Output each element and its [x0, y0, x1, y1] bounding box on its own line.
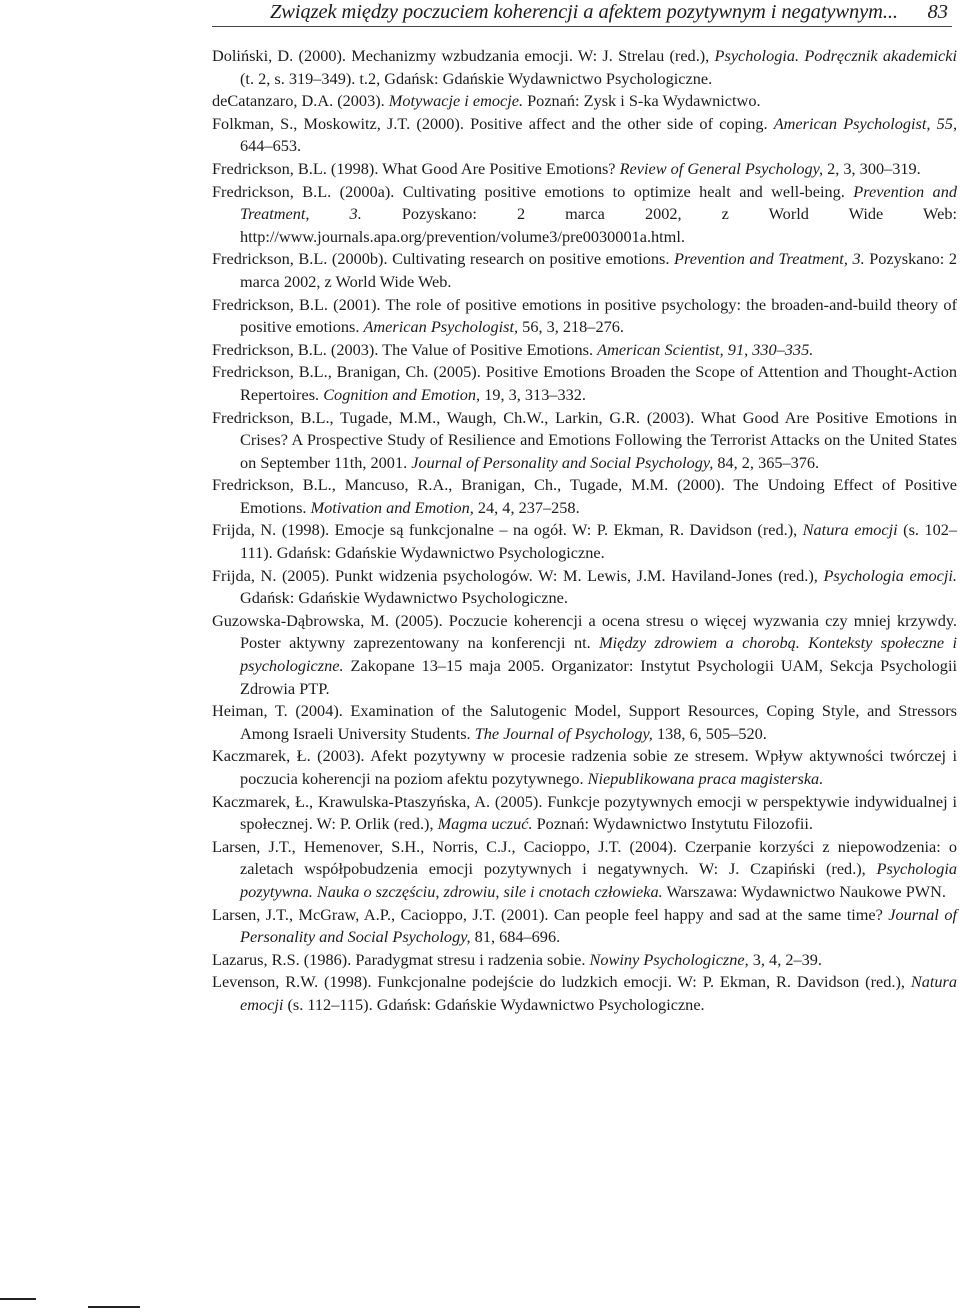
reference-italic-title: Psychologia emocji. [823, 565, 957, 585]
reference-italic-title: Natura emocji [802, 520, 898, 540]
reference-entry [212, 565, 957, 610]
running-header-title: Związek między poczuciem koherencji a afektem pozytywnym i negatywnym... [270, 1, 898, 23]
reference-text: deCatanzaro, D.A. (2003). [212, 91, 389, 111]
reference-text: Fredrickson, B.L., Tugade, M.M., Waugh, Ch.W., Larkin, G.R. (2003). What Good Are Positive Emotions in Crises? A Prospective Study of Resilience and Emotions Following the Terrorist Attacks on the United States on September 11th, 2001. [212, 407, 957, 472]
reference-text: Fredrickson, B.L. (2001). The role of positive emotions in positive psychology: the broaden-and-build theory of positive emotions. [212, 294, 957, 337]
reference-text: Frijda, N. (2005). Punkt widzenia psychologów. W: M. Lewis, J.M. Haviland-Jones (red.), [212, 565, 824, 585]
reference-text: Pozyskano: 2 marca 2002, z World Wide Web. [240, 249, 958, 291]
reference-entry [212, 294, 957, 339]
header-rule [212, 26, 952, 27]
reference-text: Doliński, D. (2000). Mechanizmy wzbudzania emocji. W: J. Strelau (red.), [212, 46, 715, 65]
reference-entry [212, 474, 957, 519]
reference-text: 138, 6, 505–520. [652, 723, 767, 743]
reference-text: Larsen, J.T., McGraw, A.P., Cacioppo, J.T. (2001). Can people feel happy and sad at the same time? [212, 904, 889, 924]
reference-text: (s. 102–111). Gdańsk: Gdańskie Wydawnictwo Psychologiczne. [240, 520, 958, 563]
reference-entry [212, 158, 957, 181]
reference-italic-title: Motivation and Emotion, [310, 497, 474, 517]
reference-italic-title: Nowiny Psychologiczne, [589, 949, 749, 969]
reference-text: 84, 2, 365–376. [713, 452, 820, 472]
reference-text: 24, 4, 237–258. [473, 497, 580, 517]
reference-entry [212, 407, 957, 475]
page-number: 83 [927, 1, 948, 23]
reference-text: Poznań: Zysk i S-ka Wydawnictwo. [523, 91, 761, 111]
reference-text: Fredrickson, B.L. (2003). The Value of Positive Emotions. [212, 339, 598, 359]
reference-text: Fredrickson, B.L., Mancuso, R.A., Branigan, Ch., Tugade, M.M. (2000). The Undoing Effect of Positive Emotions. [212, 475, 957, 517]
reference-italic-title: Natura emocji [240, 972, 957, 1014]
reference-italic-title: Review of General Psychology, [619, 158, 824, 178]
reference-text: Heiman, T. (2004). Examination of the Salutogenic Model, Support Resources, Coping Style, and Stressors Among Israeli University Students. [212, 701, 957, 743]
reference-text: Fredrickson, B.L. (1998). What Good Are Positive Emotions? [212, 158, 620, 178]
reference-text: Frijda, N. (1998). Emocje są funkcjonalne – na ogół. W: P. Ekman, R. Davidson (red.), [212, 520, 803, 540]
reference-italic-title: Między zdrowiem a chorobą. Konteksty społeczne i psychologiczne. [240, 633, 957, 676]
reference-text: Zakopane 13–15 maja 2005. Organizator: Instytut Psychologii UAM, Sekcja Psychologii Zdrowia PTP. [240, 656, 957, 698]
reference-text: Gdańsk: Gdańskie Wydawnictwo Psychologiczne. [240, 588, 568, 608]
reference-italic-title: The Journal of Psychology, [474, 723, 653, 743]
reference-entry [212, 248, 957, 293]
reference-entry [212, 836, 957, 904]
reference-entry [212, 339, 957, 362]
footer-mark [0, 1298, 36, 1300]
reference-entry [212, 610, 957, 700]
reference-italic-title: American Scientist, 91, 330–335. [597, 339, 814, 359]
reference-italic-title: Psychologia pozytywna. Nauka o szczęściu, zdrowiu, sile i cnotach człowieka. [240, 859, 957, 901]
reference-text: Fredrickson, B.L. (2000a). Cultivating positive emotions to optimize healt and well-being. [212, 181, 854, 201]
reference-italic-title: American Psychologist, 55, [773, 113, 958, 133]
footer-mark [88, 1306, 140, 1308]
reference-entry [212, 181, 957, 249]
reference-italic-title: Magma uczuć. [437, 814, 533, 834]
reference-text: Kaczmarek, Ł. (2003). Afekt pozytywny w procesie radzenia sobie ze stresem. Wpływ aktywności twórczej i poczucia koherencji na poziom afektu pozytywnego. [212, 746, 957, 788]
reference-italic-title: Journal of Personality and Social Psychology, [411, 452, 714, 472]
reference-text: 19, 3, 313–332. [480, 384, 586, 404]
reference-italic-title: Prevention and Treatment, 3. [240, 181, 957, 224]
reference-entry [212, 971, 957, 1016]
reference-entry [212, 700, 957, 745]
reference-text: Fredrickson, B.L., Branigan, Ch. (2005). Positive Emotions Broaden the Scope of Attention and Thought-Action Repertoires. [212, 362, 957, 404]
reference-italic-title: Prevention and Treatment, 3. [674, 249, 865, 269]
reference-entry [212, 361, 957, 406]
reference-text: Levenson, R.W. (1998). Funkcjonalne podejście do ludzkich emocji. W: P. Ekman, R. Davidson (red.), [212, 972, 911, 992]
reference-text: Poznań: Wydawnictwo Instytutu Filozofii. [532, 814, 813, 834]
reference-text: Fredrickson, B.L. (2000b). Cultivating research on positive emotions. [212, 249, 675, 269]
reference-text: Guzowska-Dąbrowska, M. (2005). Poczucie koherencji a ocena stresu o więcej wyzwania czy mniej krzywdy. Poster aktywny zaprezentowany na konferencji nt. [212, 610, 957, 653]
reference-text: 56, 3, 218–276. [518, 317, 624, 337]
reference-entry [212, 90, 957, 113]
reference-entry [212, 45, 957, 90]
reference-entry [212, 949, 957, 972]
reference-text: 2, 3, 300–319. [823, 158, 921, 178]
reference-text: 644–653. [240, 136, 302, 156]
reference-italic-title: Motywacje i emocje. [388, 91, 524, 111]
reference-text: Kaczmarek, Ł., Krawulska-Ptaszyńska, A. (2005). Funkcje pozytywnych emocji w perspektywie indywidualnej i społecznej. W: P. Orlik (red.), [212, 791, 957, 834]
reference-text: Pozyskano: 2 marca 2002, z World Wide Web: http://www.journals.apa.org/prevention/volume3/pre0030001a.html. [240, 204, 957, 246]
reference-entry [212, 745, 957, 790]
reference-entry [212, 904, 957, 949]
reference-italic-title: Psychologia. Podręcznik akademicki [714, 46, 957, 65]
reference-italic-title: Journal of Personality and Social Psychology, [240, 904, 957, 947]
reference-entry [212, 519, 957, 564]
reference-italic-title: Niepublikowana praca magisterska. [587, 769, 824, 788]
reference-text: (s. 112–115). Gdańsk: Gdańskie Wydawnictwo Psychologiczne. [283, 994, 705, 1014]
reference-list [212, 45, 957, 1017]
reference-text: 81, 684–696. [470, 927, 561, 947]
reference-text: Lazarus, R.S. (1986). Paradygmat stresu i radzenia sobie. [212, 949, 590, 969]
reference-entry [212, 791, 957, 836]
running-header [212, 0, 952, 40]
reference-text: (t. 2, s. 319–349). t.2, Gdańsk: Gdańskie Wydawnictwo Psychologiczne. [240, 68, 713, 88]
reference-text: 3, 4, 2–39. [748, 949, 822, 969]
reference-text: Larsen, J.T., Hemenover, S.H., Norris, C.J., Cacioppo, J.T. (2004). Czerpanie korzyści z niepowodzenia: o zaletach współpobudzenia emocji pozytywnych i negatywnych. W: J. Czapiński (red.), [212, 836, 957, 879]
reference-italic-title: Cognition and Emotion, [323, 384, 481, 404]
reference-text: Warszawa: Wydawnictwo Naukowe PWN. [662, 881, 946, 901]
reference-text: Folkman, S., Moskowitz, J.T. (2000). Positive affect and the other side of coping. [212, 113, 774, 133]
reference-entry [212, 113, 957, 158]
reference-italic-title: American Psychologist, [363, 317, 519, 337]
